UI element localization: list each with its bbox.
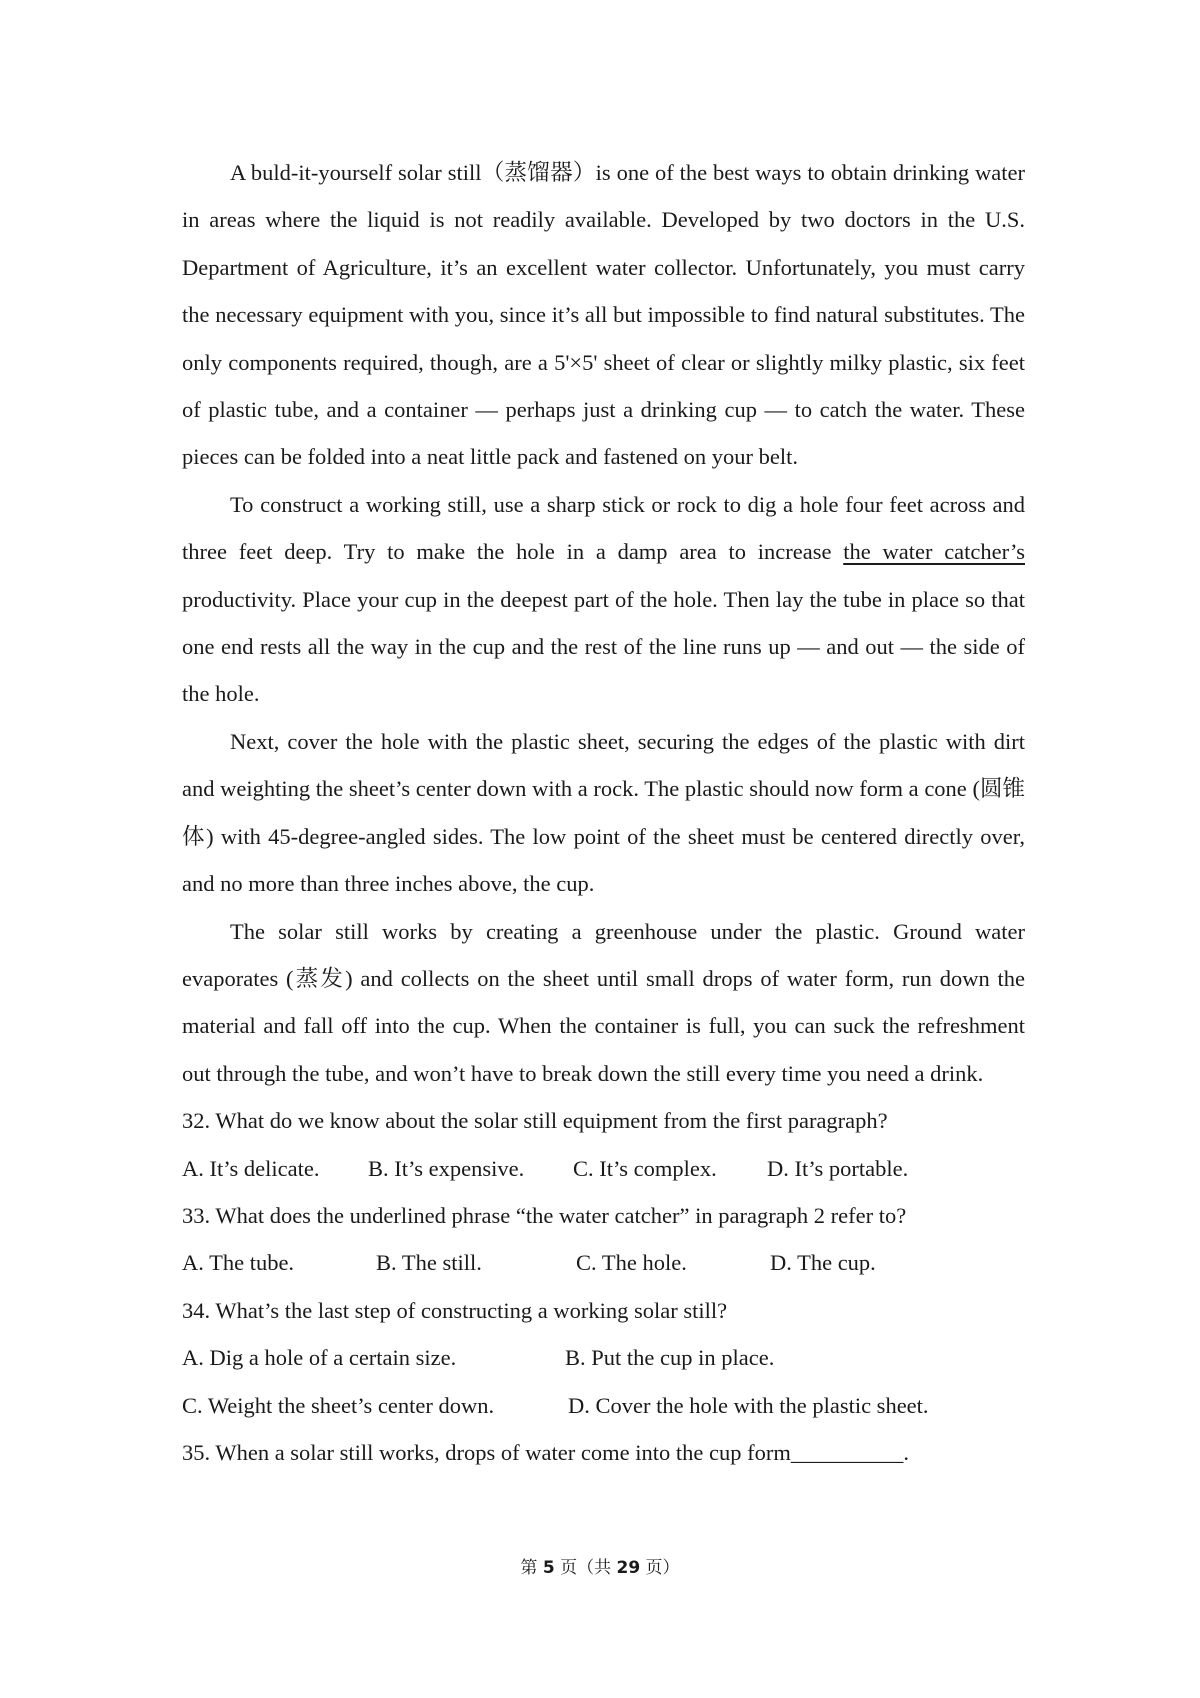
option-b: B. It’s expensive. <box>368 1155 525 1181</box>
option-b: B. Put the cup in place. <box>565 1345 775 1371</box>
option-d: D. It’s portable. <box>767 1155 909 1181</box>
footer-suffix: 页） <box>640 1558 680 1578</box>
paragraph-2 <box>182 481 1025 718</box>
paragraph-3: Next, cover the hole with the plastic sheet, securing the edges of the plastic with dirt and weighting the sheet’s center down with a rock. The plastic should now form a cone (圆锥体) with 45-degree-angled sides. The low point of the sheet must be centered directly over, and no more than three inches above, the cup. <box>182 728 1025 897</box>
question-34-options-row-2 <box>182 1382 1025 1429</box>
footer-page-number: 5 <box>542 1558 555 1578</box>
reading-passage <box>182 149 1025 1476</box>
option-a: A. It’s delicate. <box>182 1155 320 1181</box>
page-footer <box>0 1556 1200 1580</box>
question-34-options-row-1 <box>182 1334 1025 1381</box>
question-34-stem: 34. What’s the last step of constructing a working solar still? <box>182 1297 728 1323</box>
option-d: D. Cover the hole with the plastic sheet. <box>568 1392 929 1418</box>
option-c: C. It’s complex. <box>573 1155 717 1181</box>
paragraph-4: The solar still works by creating a greenhouse under the plastic. Ground water evaporates (蒸发) and collects on the sheet until small drops of water form, run down the material and fall off into the cup. When the container is full, you can suck the refreshment out through the tube, and won’t have to break down the still every time you need a drink. <box>182 918 1025 1086</box>
question-32-stem: 32. What do we know about the solar still equipment from the first paragraph? <box>182 1108 888 1134</box>
option-a: A. Dig a hole of a certain size. <box>182 1345 457 1371</box>
paragraph-1: A buld-it-yourself solar still（蒸馏器）is one of the best ways to obtain drinking water in areas where the liquid is not readily available. Developed by two doctors in the U.S. Department of Agriculture, it’s an excellent water collector. Unfortunately, you must carry the necessary equipment with you, since it’s all but impossible to find natural substitutes. The only components required, though, are a 5'×5' sheet of clear or slightly milky plastic, six feet of plastic tube, and a container — perhaps just a drinking cup — to catch the water. These pieces can be folded into a neat little pack and fastened on your belt. <box>182 160 1025 470</box>
option-c: C. The hole. <box>576 1250 687 1276</box>
option-b: B. The still. <box>376 1250 482 1276</box>
option-c: C. Weight the sheet’s center down. <box>182 1392 495 1418</box>
question-33-stem: 33. What does the underlined phrase “the water catcher” in paragraph 2 refer to? <box>182 1202 907 1228</box>
paragraph-2-text-after: productivity. Place your cup in the deepest part of the hole. Then lay the tube in place so that one end rests all the way in the cup and the rest of the line runs up — and out — the side of the hole. <box>182 586 1025 707</box>
option-a: A. The tube. <box>182 1250 295 1276</box>
paragraph-2-text-before: To construct a working still, use a sharp stick or rock to dig a hole four feet across and three feet deep. Try to make the hole in a damp area to increase <box>182 491 1025 565</box>
underlined-phrase: the water catcher’s <box>843 539 1025 565</box>
footer-middle: 页（共 <box>554 1558 617 1578</box>
option-d: D. The cup. <box>770 1250 876 1276</box>
question-33-options <box>182 1239 1025 1286</box>
question-35-stem: 35. When a solar still works, drops of water come into the cup form__________. <box>182 1439 909 1465</box>
footer-prefix: 第 <box>520 1558 543 1578</box>
question-32-options <box>182 1145 1025 1192</box>
footer-total-pages: 29 <box>616 1558 641 1578</box>
